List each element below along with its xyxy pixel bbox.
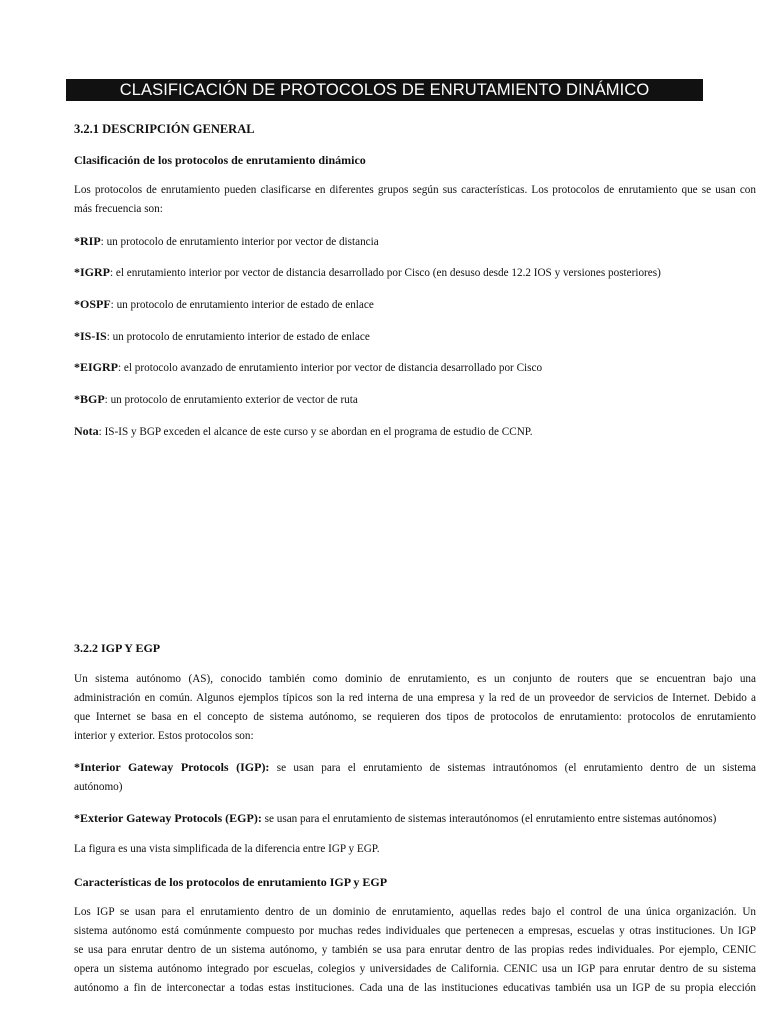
protocol-term: *EIGRP <box>74 360 119 374</box>
paragraph-line: que Internet se basa en el concepto de sistema autónomo, se requieren dos tipos de protocolos de enrutamiento: protocolos de enrutamiento <box>74 711 756 723</box>
protocol-term: *IS-IS <box>74 329 107 343</box>
protocol-item-eigrp <box>74 358 756 378</box>
protocol-description: : un protocolo de enrutamiento interior de estado de enlace <box>106 331 370 343</box>
igp-paragraph <box>74 903 756 998</box>
igp-line <box>74 758 756 778</box>
note-text: : IS-IS y BGP exceden el alcance de este curso y se abordan en el programa de estudio de CCNP. <box>98 426 533 438</box>
protocol-description: : un protocolo de enrutamiento exterior de vector de ruta <box>104 394 358 406</box>
protocol-term: *IGRP <box>74 265 110 279</box>
protocol-term: *RIP <box>74 234 101 248</box>
protocol-term: *OSPF <box>74 297 111 311</box>
paragraph-line: Los IGP se usan para el enrutamiento dentro de un dominio de enrutamiento, aquellas redes bajo el control de una única organización. Un <box>74 906 756 918</box>
protocol-description: : un protocolo de enrutamiento interior de estado de enlace <box>110 299 374 311</box>
intro-paragraph <box>74 181 756 219</box>
subheading-characteristics: Características de los protocolos de enrutamiento IGP y EGP <box>74 875 388 889</box>
document-title: CLASIFICACIÓN DE PROTOCOLOS DE ENRUTAMIENTO DINÁMICO <box>66 79 703 101</box>
section-heading-igp-egp: 3.2.2 IGP Y EGP <box>74 641 161 655</box>
intro-line: más frecuencia son: <box>74 203 163 215</box>
paragraph-line: sistema autónomo está comúnmente compuesto por muchas redes individuales que pertenecen a empresas, escuelas y otras instituciones. Un IGP <box>74 925 756 937</box>
igp-text: se usan para el enrutamiento de sistemas intrautónomos (el enrutamiento dentro de un sistema <box>276 762 756 774</box>
protocol-item-is-is <box>74 327 756 347</box>
protocol-item-igrp <box>74 263 756 283</box>
igp-definition <box>74 758 756 797</box>
paragraph-line: interior y exterior. Estos protocolos son: <box>74 730 254 742</box>
protocol-description: : el enrutamiento interior por vector de distancia desarrollado por Cisco (en desuso desde 12.2 IOS y versiones posteriores) <box>110 267 661 279</box>
note-term: Nota <box>74 424 99 438</box>
egp-term: *Exterior Gateway Protocols (EGP): <box>74 811 262 825</box>
as-paragraph <box>74 670 756 746</box>
paragraph-line: administración en común. Algunos ejemplos típicos son la red interna de una empresa y la red de un proveedor de servicios de Internet. Debido a <box>74 692 756 704</box>
igp-line-continued: autónomo) <box>74 781 123 793</box>
section-heading-general: 3.2.1 DESCRIPCIÓN GENERAL <box>74 122 255 136</box>
subheading-classification: Clasificación de los protocolos de enrutamiento dinámico <box>74 153 366 167</box>
egp-text: se usan para el enrutamiento de sistemas interautónomos (el enrutamiento entre sistemas autónomos) <box>264 813 717 825</box>
paragraph-line: Un sistema autónomo (AS), conocido también como dominio de enrutamiento, es un conjunto de routers que se encuentran bajo una <box>74 673 756 685</box>
protocol-term: *BGP <box>74 392 105 406</box>
protocol-item-bgp <box>74 390 756 410</box>
protocol-description: : un protocolo de enrutamiento interior por vector de distancia <box>100 236 379 248</box>
igp-term: *Interior Gateway Protocols (IGP): <box>74 760 270 774</box>
note-line <box>74 422 756 442</box>
paragraph-line: autónomo a fin de interconectar a todas estas instituciones. Cada una de las instituciones educativas también usa un IGP de su propia elección <box>74 982 756 994</box>
paragraph-line: opera un sistema autónomo integrado por escuelas, colegios y universidades de California. CENIC usa un IGP para enrutar dentro de su sistema <box>74 963 756 975</box>
protocol-item-ospf <box>74 295 756 315</box>
protocol-item-rip <box>74 232 756 252</box>
egp-definition <box>74 809 756 829</box>
figure-reference: La figura es una vista simplificada de la diferencia entre IGP y EGP. <box>74 843 380 855</box>
protocol-description: : el protocolo avanzado de enrutamiento interior por vector de distancia desarrollado por Cisco <box>118 362 543 374</box>
paragraph-line: se usa para enrutar dentro de un sistema autónomo, y también se usa para enrutar dentro de las propias redes individuales. Por ejemplo, CENIC <box>74 944 756 956</box>
intro-line: Los protocolos de enrutamiento pueden clasificarse en diferentes grupos según sus características. Los protocolos de enrutamiento que se usan con <box>74 184 756 196</box>
